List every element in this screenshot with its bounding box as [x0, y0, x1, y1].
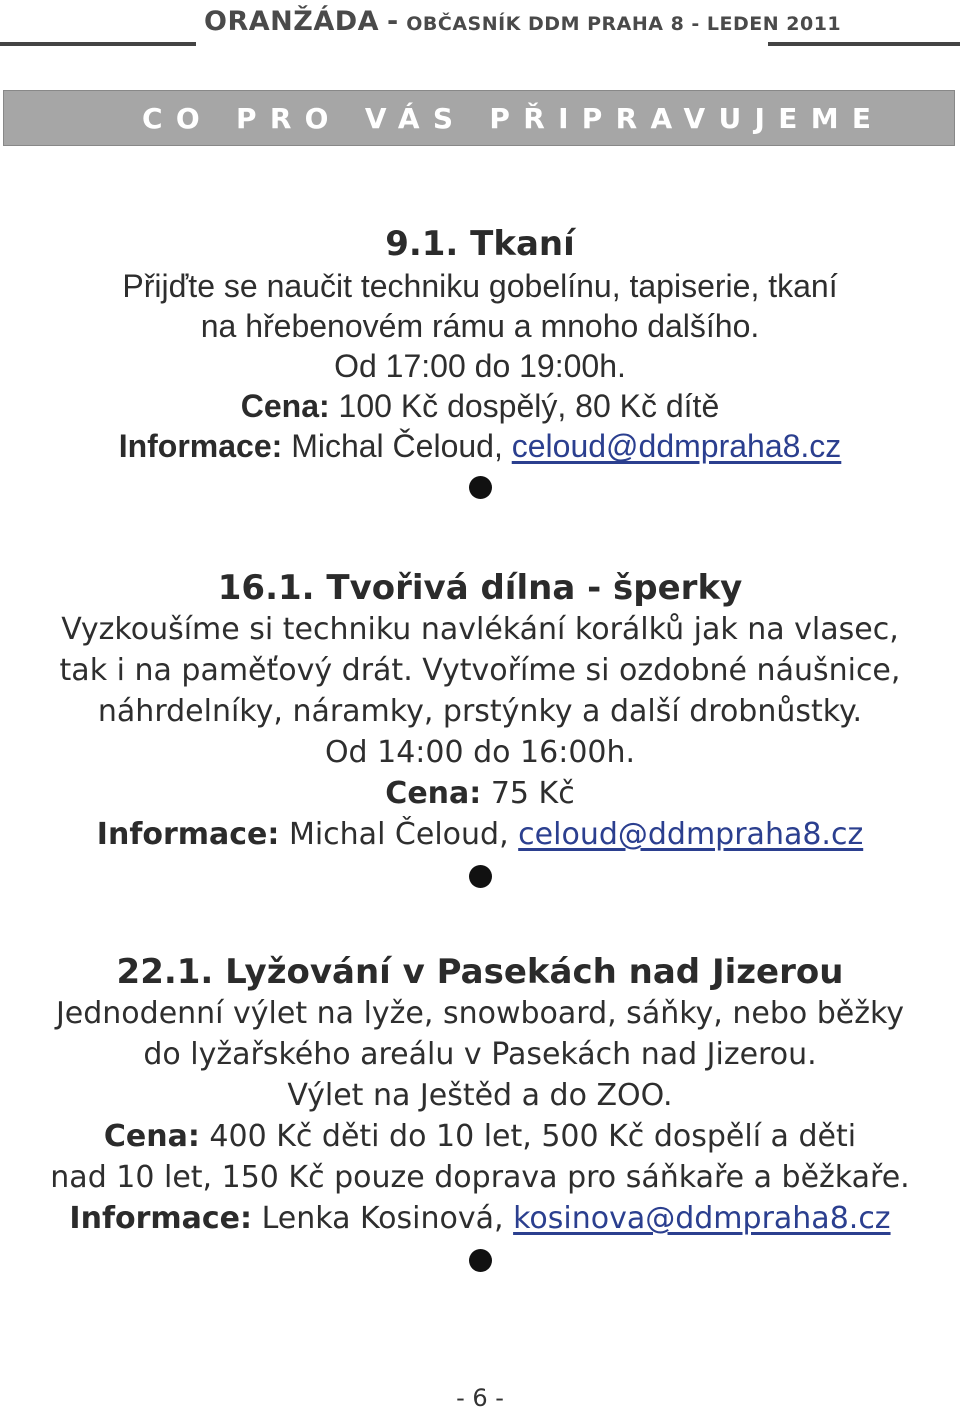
separator-bullet-icon: [469, 476, 492, 499]
event-description-line: na hřebenovém rámu a mnoho dalšího.: [200, 308, 760, 344]
event-title: 16.1. Tvořivá dílna - šperky: [217, 568, 743, 608]
event-price: [0, 386, 960, 426]
contact-name: Lenka Kosinová,: [261, 1201, 504, 1236]
separator-bullet-icon: [469, 865, 492, 888]
header-rule-right: [768, 42, 960, 46]
contact-label: Informace:: [69, 1201, 253, 1236]
issue-subtitle: OBČASNÍK DDM PRAHA 8 - LEDEN 2011: [406, 13, 842, 35]
event-weaving: [0, 222, 960, 499]
price-label: Cena:: [103, 1119, 200, 1154]
page-number: - 6 -: [456, 1384, 504, 1412]
event-contact: [0, 426, 960, 466]
event-description-line: Vyzkoušíme si techniku navlékání korálků jak na vlasec,: [61, 612, 899, 647]
contact-label: Informace:: [96, 817, 280, 852]
event-description-line: náhrdelníky, náramky, prstýnky a další drobnůstky.: [97, 694, 863, 729]
event-jewelry-workshop: [0, 567, 960, 888]
contact-name: Michal Čeloud,: [288, 817, 509, 852]
newsletter-title: [204, 6, 841, 37]
separator-bullet-icon: [469, 1249, 492, 1272]
contact-email-link[interactable]: celoud@ddmpraha8.cz: [511, 428, 842, 464]
contact-name: Michal Čeloud,: [291, 428, 503, 464]
price-value: 400 Kč děti do 10 let, 500 Kč dospělí a děti: [209, 1119, 857, 1154]
contact-email-link[interactable]: celoud@ddmpraha8.cz: [518, 817, 864, 852]
price-label: Cena:: [240, 388, 330, 424]
masthead: [0, 4, 960, 42]
event-title: 9.1. Tkaní: [385, 224, 575, 264]
price-label: Cena:: [385, 776, 482, 811]
section-banner: [3, 90, 955, 146]
event-contact: [0, 1198, 960, 1239]
event-price-continued: nad 10 let, 150 Kč pouze doprava pro sáňkaře a běžkaře.: [50, 1160, 910, 1195]
brand-name: ORANŽÁDA: [204, 6, 380, 37]
event-description-line: Výlet na Ještěd a do ZOO.: [287, 1078, 673, 1113]
event-description-line: Jednodenní výlet na lyže, snowboard, sáňky, nebo běžky: [55, 996, 905, 1031]
event-skiing-trip: [0, 951, 960, 1272]
section-title: CO PRO VÁS PŘIPRAVUJEME: [142, 102, 885, 135]
header-rule-left: [0, 42, 196, 46]
price-value: 100 Kč dospělý, 80 Kč dítě: [338, 388, 720, 424]
event-description-line: tak i na paměťový drát. Vytvoříme si ozdobné náušnice,: [59, 653, 901, 688]
event-title: 22.1. Lyžování v Pasekách nad Jizerou: [116, 952, 844, 992]
contact-email-link[interactable]: kosinova@ddmpraha8.cz: [513, 1201, 891, 1236]
event-contact: [0, 814, 960, 855]
contact-label: Informace:: [118, 428, 283, 464]
event-price: [0, 1116, 960, 1157]
title-separator: -: [387, 6, 399, 37]
event-description-line: Přijďte se naučit techniku gobelínu, tapiserie, tkaní: [122, 268, 838, 304]
event-price: [0, 773, 960, 814]
event-time: Od 14:00 do 16:00h.: [324, 735, 636, 770]
event-time: Od 17:00 do 19:00h.: [334, 348, 626, 384]
price-value: 75 Kč: [490, 776, 575, 811]
event-description-line: do lyžařského areálu v Pasekách nad Jizerou.: [143, 1037, 817, 1072]
